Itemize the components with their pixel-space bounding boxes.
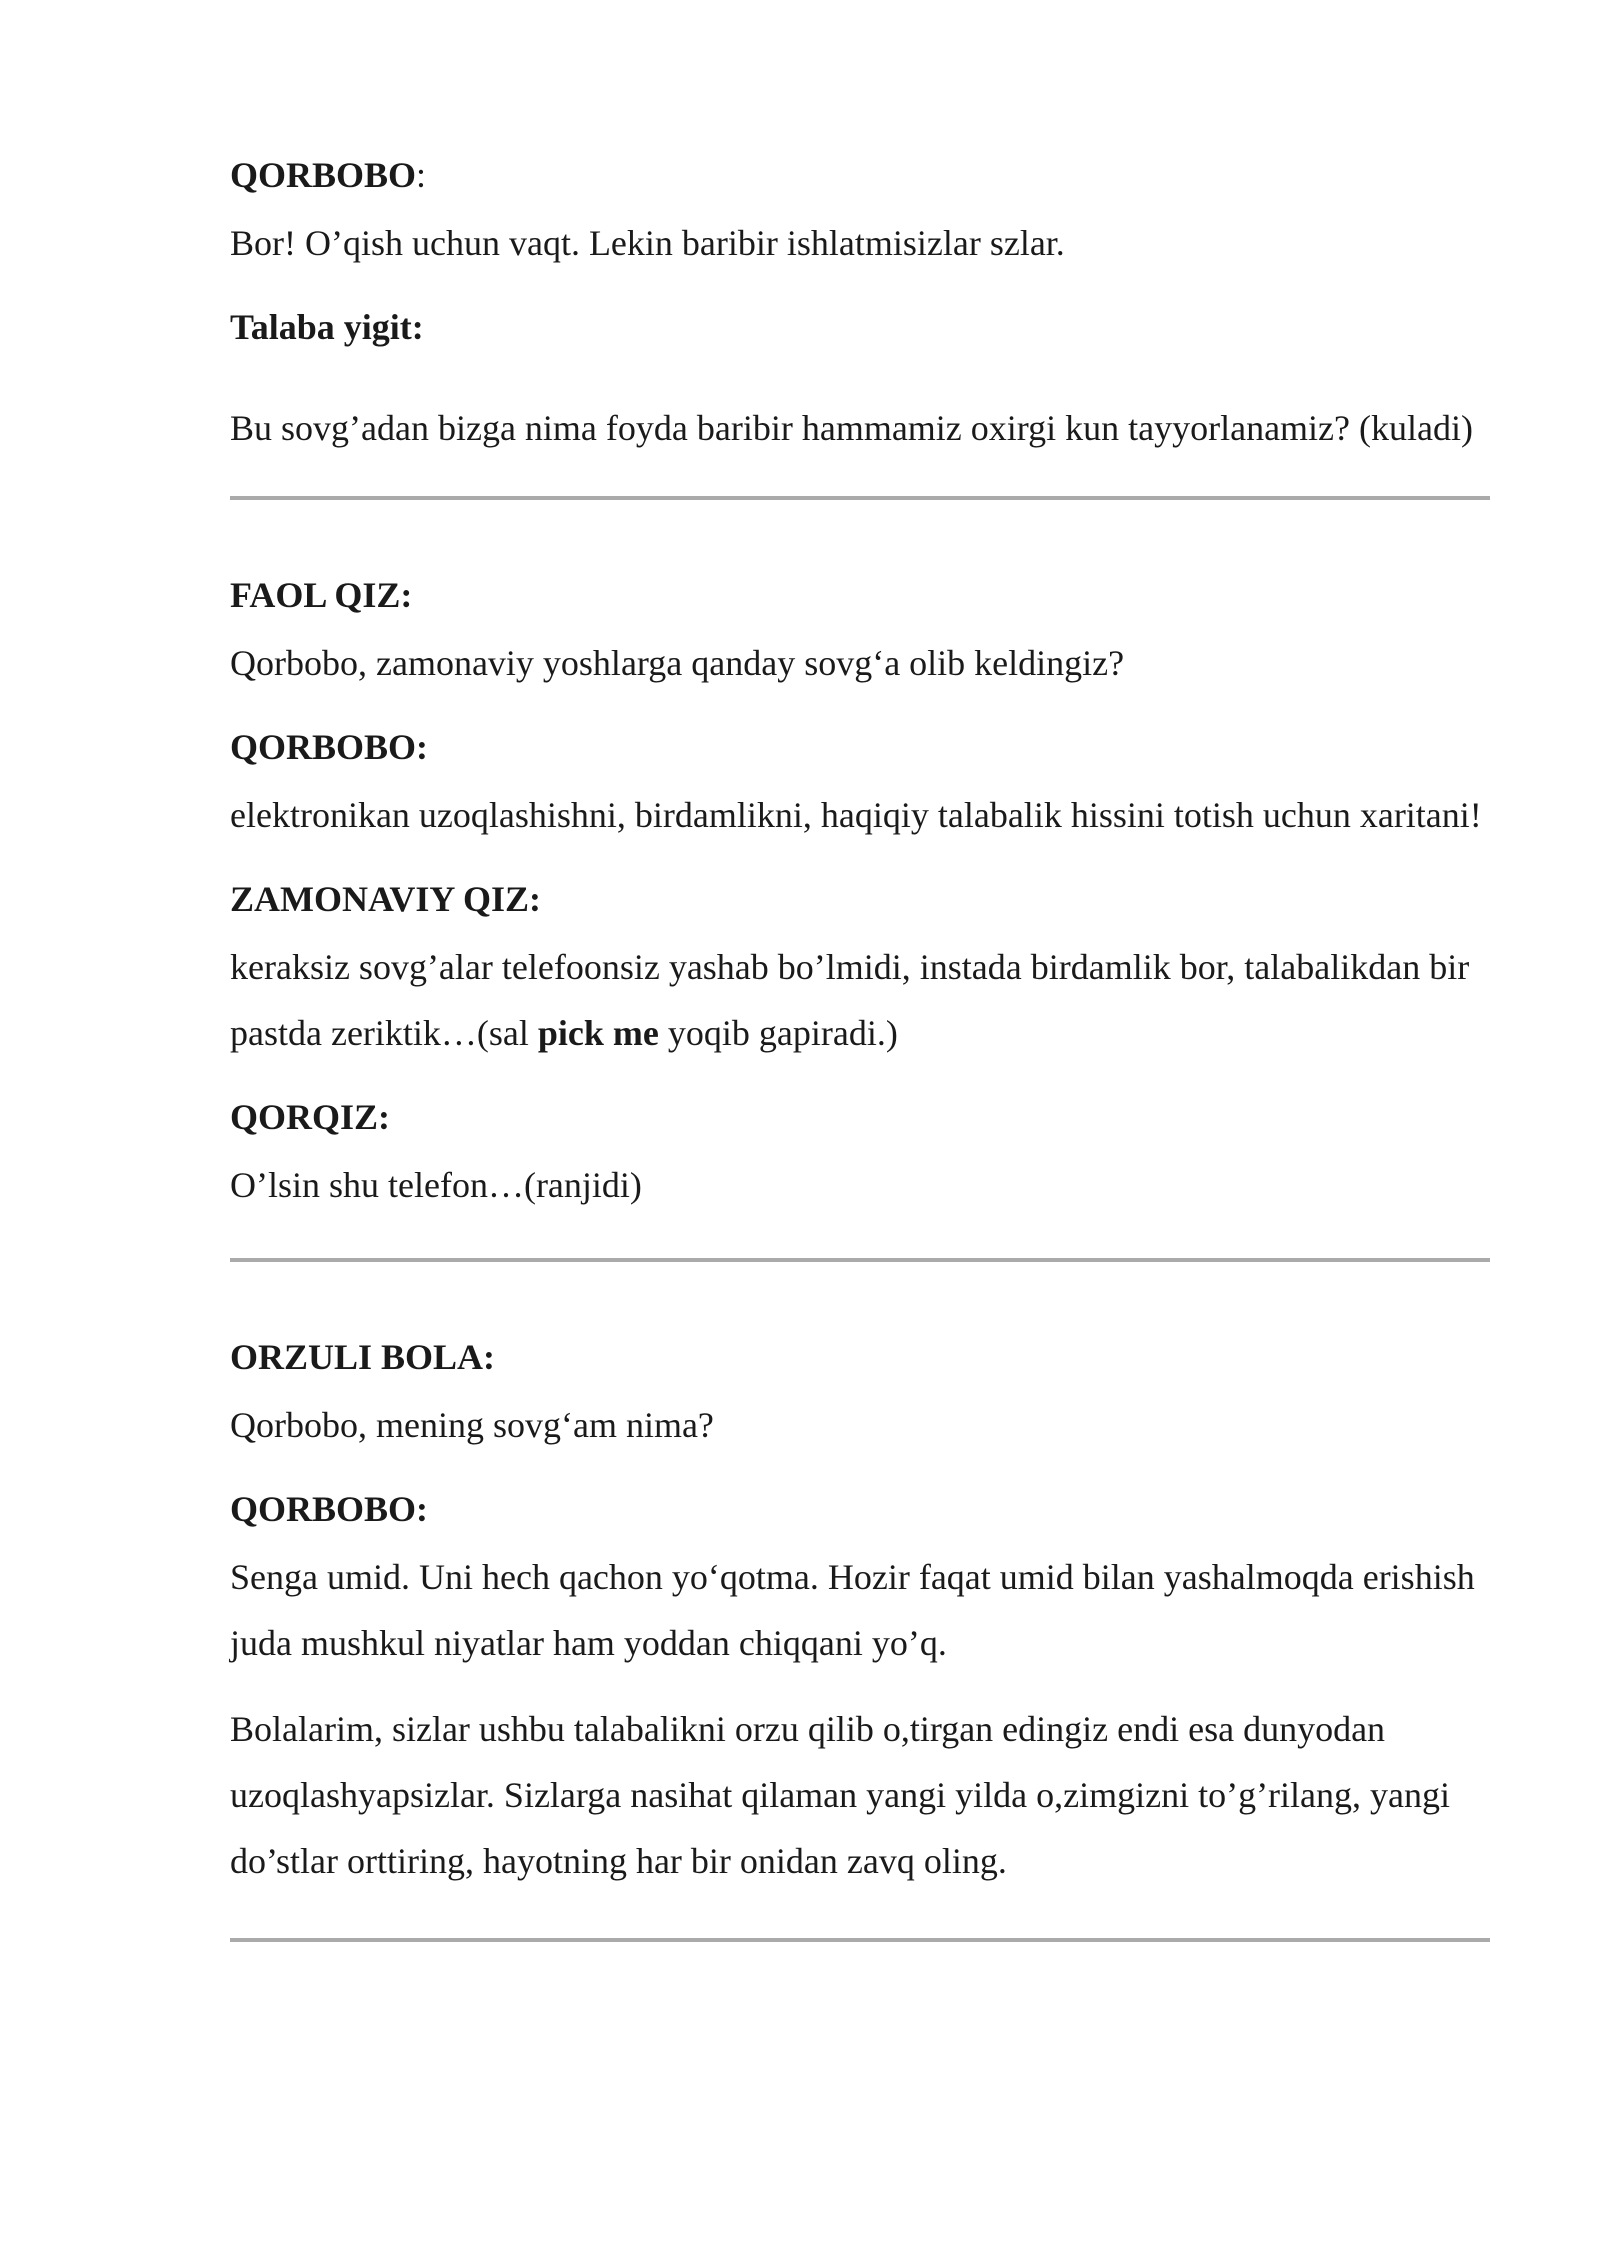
speaker-qorbobo-2: QORBOBO: (230, 727, 429, 767)
speaker-zamonaviy-qiz: ZAMONAVIY QIZ: (230, 879, 542, 919)
speaker-qorqiz: QORQIZ: (230, 1097, 391, 1137)
speaker-qorbobo-3: QORBOBO: (230, 1489, 429, 1529)
document-page (230, 150, 1490, 1942)
dialogue-line: Bor! O’qish uchun vaqt. Lekin baribir ishlatmisizlar szlar. (230, 223, 1065, 263)
emphasis-text: pick me (537, 1013, 659, 1053)
section-divider (230, 1258, 1490, 1262)
dialogue-text: yoqib gapiradi.) (658, 1013, 898, 1053)
dialogue-line: Qorbobo, zamonaviy yoshlarga qanday sovg‘a olib keldingiz? (230, 643, 1125, 683)
speaker-colon: : (416, 155, 427, 195)
speaker-name: QORBOBO (230, 155, 417, 195)
speaker-qorbobo-1 (230, 150, 1490, 200)
speaker-faol-qiz: FAOL QIZ: (230, 575, 413, 615)
dialogue-line: Bu sovg’adan bizga nima foyda baribir hammamiz oxirgi kun tayyorlanamiz? (kuladi) (230, 408, 1473, 448)
dialogue-line: Senga umid. Uni hech qachon yo‘qotma. Hozir faqat umid bilan yashalmoqda erishish juda mushkul niyatlar ham yoddan chiqqani yo’q. (230, 1557, 1475, 1663)
speaker-orzuli-bola: ORZULI BOLA: (230, 1337, 496, 1377)
dialogue-line: Bolalarim, sizlar ushbu talabalikni orzu qilib o,tirgan edingiz endi esa dunyodan uzoqlashyapsizlar. Sizlarga nasihat qilaman yangi yilda o,zimgizni to’g’rilang, yangi do’stlar orttiring, hayotning har bir onidan zavq oling. (230, 1709, 1451, 1881)
dialogue-line: O’lsin shu telefon…(ranjidi) (230, 1165, 642, 1205)
dialogue-line: Qorbobo, mening sovg‘am nima? (230, 1405, 714, 1445)
section-divider (230, 1938, 1490, 1942)
section-divider (230, 496, 1490, 500)
speaker-talaba-yigit: Talaba yigit: (230, 307, 424, 347)
dialogue-text: keraksiz sovg’alar telefoonsiz yashab bo’lmidi, instada birdamlik bor, talabalikdan bir pastda zeriktik…(sal (230, 947, 1470, 1053)
dialogue-line: elektronikan uzoqlashishni, birdamlikni, haqiqiy talabalik hissini totish uchun xaritani! (230, 795, 1482, 835)
dialogue-line (230, 934, 1490, 1066)
